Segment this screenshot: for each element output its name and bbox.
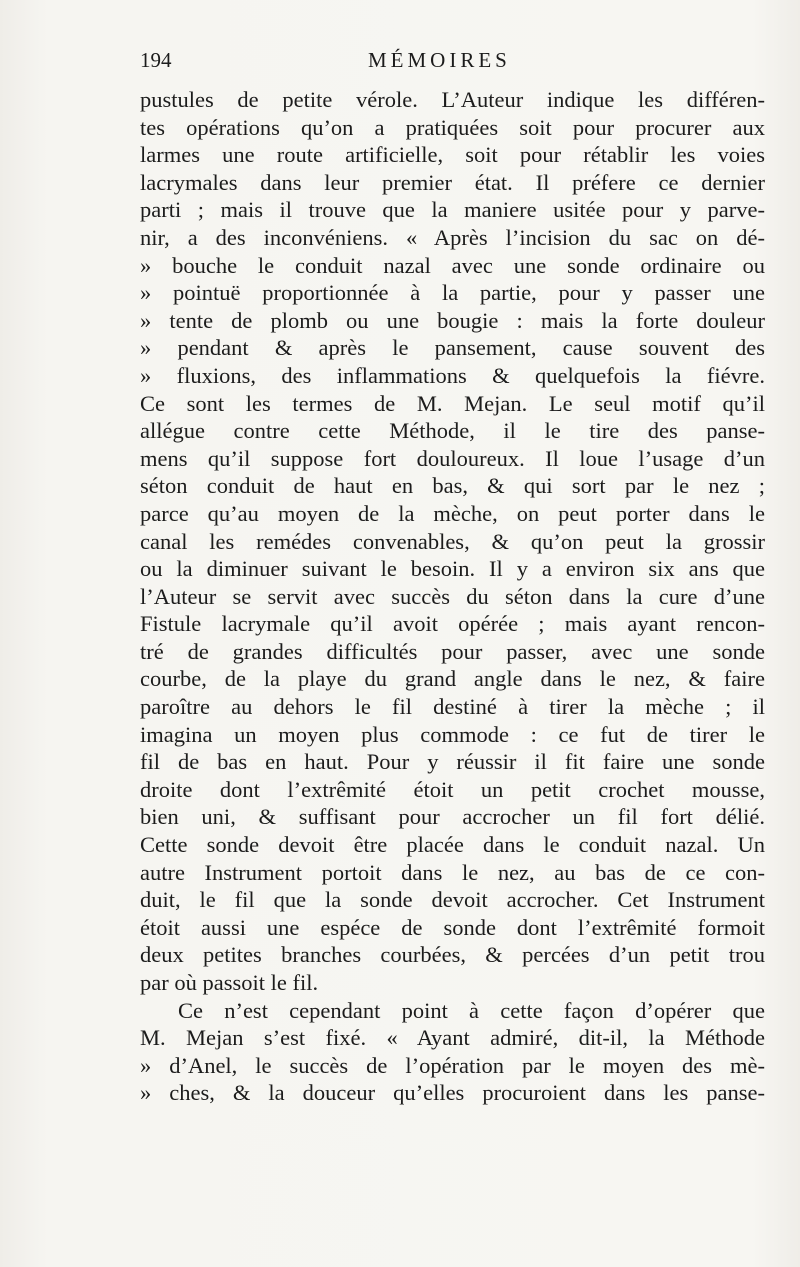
text-line: canal les remédes convenables, & qu’on peut la grossir xyxy=(140,528,765,554)
text-line: étoit aussi une espéce de sonde dont l’extrêmité formoit xyxy=(140,914,765,940)
text-line: » d’Anel, le succès de l’opération par le moyen des mè- xyxy=(140,1052,765,1078)
text-line: allégue contre cette Méthode, il le tire des panse- xyxy=(140,418,765,444)
text-line: » pointuë proportionnée à la partie, pour y passer une xyxy=(140,280,765,306)
text-line: larmes une route artificielle, soit pour rétablir les voies xyxy=(140,142,765,168)
text-line: parti ; mais il trouve que la maniere usitée pour y parve- xyxy=(140,197,765,223)
text-line: Cette sonde devoit être placée dans le conduit nazal. Un xyxy=(140,832,765,858)
text-line: courbe, de la playe du grand angle dans le nez, & faire xyxy=(140,666,765,692)
paragraph-start-line: Ce n’est cependant point à cette façon d’opérer que xyxy=(178,997,765,1023)
text-line: » tente de plomb ou une bougie : mais la forte douleur xyxy=(140,307,765,333)
text-line: pustules de petite vérole. L’Auteur indique les différen- xyxy=(140,87,765,112)
body-text xyxy=(140,86,765,1107)
text-line: » fluxions, des inflammations & quelquefois la fiévre. xyxy=(140,362,765,388)
text-line: l’Auteur se servit avec succès du séton dans la cure d’une xyxy=(140,583,765,609)
text-line: parce qu’au moyen de la mèche, on peut porter dans le xyxy=(140,500,765,526)
text-line: duit, le fil que la sonde devoit accrocher. Cet Instrument xyxy=(140,887,765,913)
text-line: » pendant & après le pansement, cause souvent des xyxy=(140,335,765,361)
text-line: mens qu’il suppose fort douloureux. Il loue l’usage d’un xyxy=(140,445,765,471)
page-number: 194 xyxy=(140,48,172,72)
text-line: tes opérations qu’on a pratiquées soit pour procurer aux xyxy=(140,114,765,140)
text-line: paroître au dehors le fil destiné à tirer la mèche ; il xyxy=(140,694,765,720)
text-line: tré de grandes difficultés pour passer, avec une sonde xyxy=(140,638,765,664)
text-line: imagina un moyen plus commode : ce fut de tirer le xyxy=(140,721,765,747)
text-line: bien uni, & suffisant pour accrocher un fil fort délié. xyxy=(140,804,765,830)
running-title: MÉMOIRES xyxy=(368,48,511,72)
text-line: Ce sont les termes de M. Mejan. Le seul motif qu’il xyxy=(140,390,765,416)
text-line: droite dont l’extrêmité étoit un petit crochet mousse, xyxy=(140,776,765,802)
text-line: deux petites branches courbées, & percées d’un petit trou xyxy=(140,942,765,968)
text-line: Fistule lacrymale qu’il avoit opérée ; mais ayant rencon- xyxy=(140,611,765,637)
text-line: » ches, & la douceur qu’elles procuroient dans les panse- xyxy=(140,1080,765,1106)
text-line: M. Mejan s’est fixé. « Ayant admiré, dit-il, la Méthode xyxy=(140,1025,765,1051)
text-line: lacrymales dans leur premier état. Il préfere ce dernier xyxy=(140,169,765,195)
text-line: par où passoit le fil. xyxy=(140,970,319,995)
text-line: séton conduit de haut en bas, & qui sort par le nez ; xyxy=(140,473,765,499)
text-line: nir, a des inconvéniens. « Après l’incision du sac on dé- xyxy=(140,224,765,250)
page-header xyxy=(140,48,680,82)
text-line: » bouche le conduit nazal avec une sonde ordinaire ou xyxy=(140,252,765,278)
text-line: fil de bas en haut. Pour y réussir il fit faire une sonde xyxy=(140,749,765,775)
text-line: ou la diminuer suivant le besoin. Il y a environ six ans que xyxy=(140,556,765,582)
text-line: autre Instrument portoit dans le nez, au bas de ce con- xyxy=(140,859,765,885)
